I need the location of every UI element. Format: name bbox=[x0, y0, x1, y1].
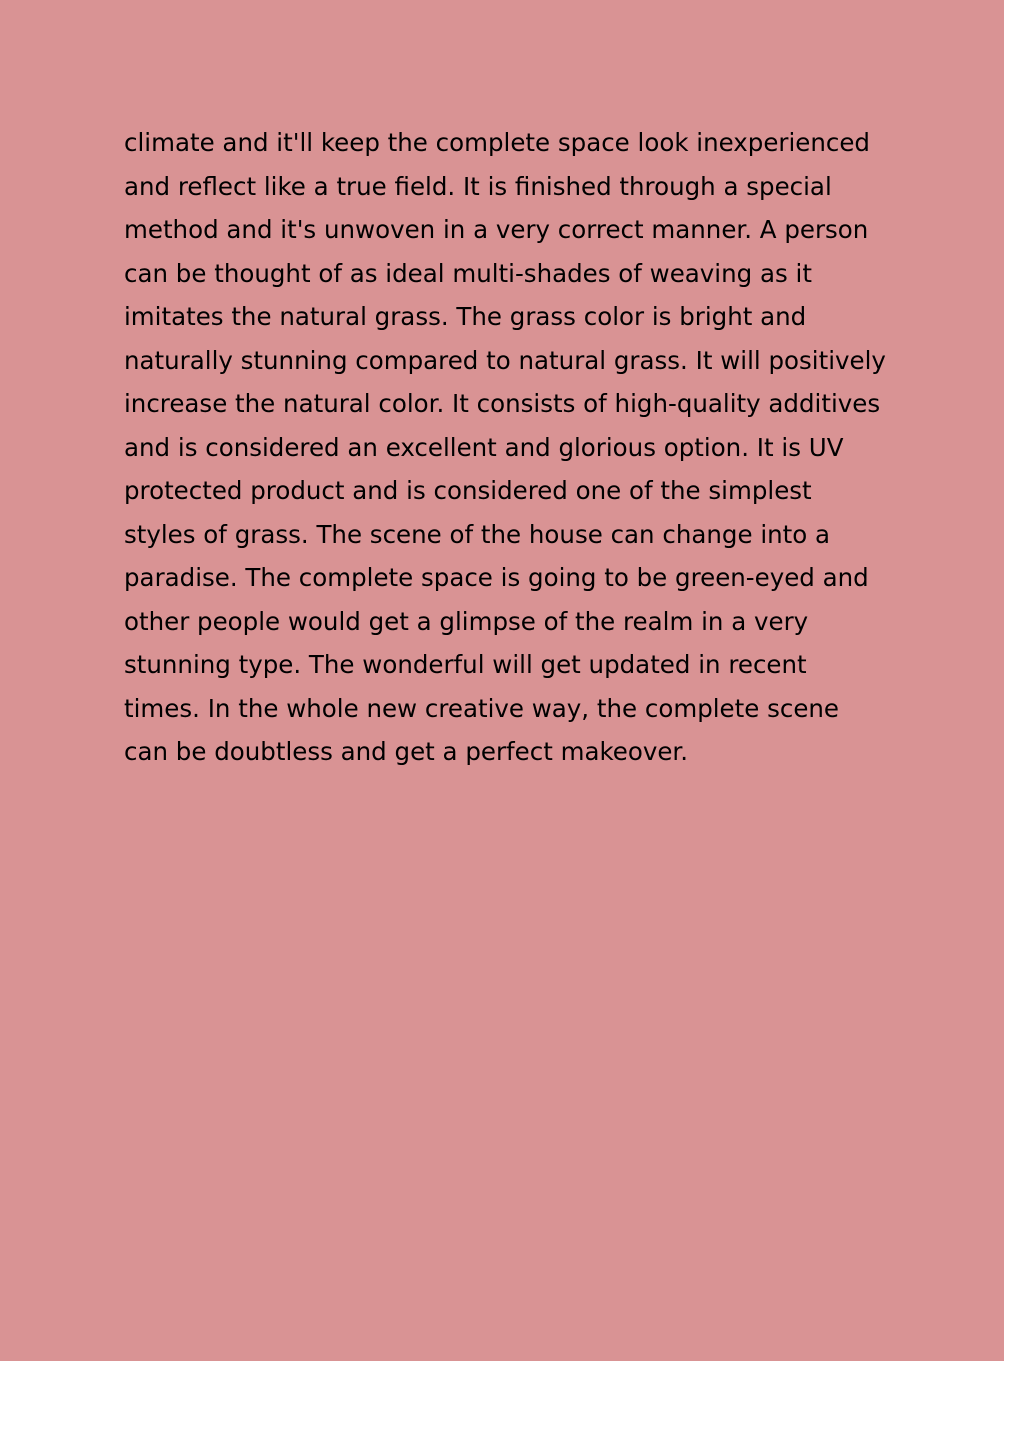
paragraph-line: other people would get a glimpse of the realm in a very bbox=[124, 606, 809, 636]
paragraph-line: can be thought of as ideal multi-shades of weaving as it bbox=[124, 258, 812, 288]
paragraph-line: method and it's unwoven in a very correct manner. A person bbox=[124, 215, 869, 244]
paragraph-line: times. In the whole new creative way, the complete scene bbox=[124, 693, 839, 723]
paragraph-line: protected product and is considered one of the simplest bbox=[124, 476, 812, 505]
paragraph-line: can be doubtless and get a perfect makeover. bbox=[124, 737, 689, 766]
paragraph-line: and is considered an excellent and glorious option. It is UV bbox=[124, 432, 844, 462]
body-paragraph bbox=[124, 121, 914, 774]
paragraph-line: imitates the natural grass. The grass color is bright and bbox=[124, 302, 807, 331]
paragraph-line: naturally stunning compared to natural grass. It will positively bbox=[124, 345, 886, 375]
paragraph-line: styles of grass. The scene of the house can change into a bbox=[124, 519, 831, 549]
paragraph-line: increase the natural color. It consists of high-quality additives bbox=[124, 389, 881, 418]
paragraph-line: paradise. The complete space is going to be green-eyed and bbox=[124, 563, 869, 592]
paragraph-line: climate and it'll keep the complete space look inexperienced bbox=[124, 128, 870, 157]
paragraph-line: and reflect like a true field. It is finished through a special bbox=[124, 171, 832, 201]
paragraph-line: stunning type. The wonderful will get updated in recent bbox=[124, 650, 807, 679]
